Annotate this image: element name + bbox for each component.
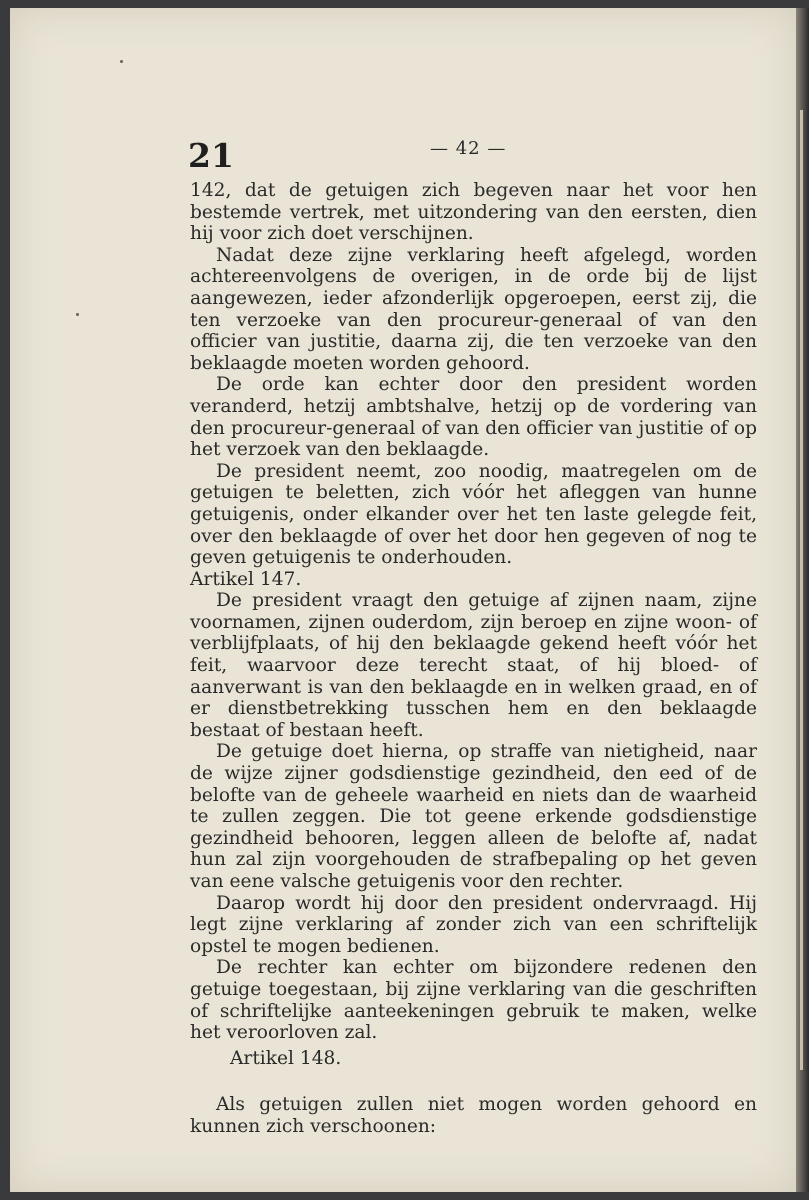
paragraph: De rechter kan echter om bijzondere redenen den getuige toegestaan, bij zijne verklaring van die geschriften of schriftelijke aanteekeningen gebruik te maken, welke het veroorloven zal. bbox=[190, 957, 757, 1044]
body-text bbox=[190, 180, 757, 1138]
paragraph: Nadat deze zijne verklaring heeft afgelegd, worden achtereenvolgens de overigen, in de orde bij de lijst aangewezen, ieder afzonderlijk opgeroepen, eerst zij, die ten verzoeke van den procureur-generaal of van den officier van justitie, daarna zij, die ten verzoeke van den beklaagde moeten worden gehoord. bbox=[190, 244, 757, 374]
paragraph: 142, dat de getuigen zich begeven naar het voor hen bestemde vertrek, met uitzondering van den eersten, dien hij voor zich doet verschijnen. bbox=[190, 180, 757, 245]
paragraph: De president vraagt den getuige af zijnen naam, zijne voornamen, zijnen ouderdom, zijn beroep en zijne woon- of verblijfplaats, of hij den beklaagde gekend heeft vóór het feit, waarvoor deze terecht staat, of hij bloed- of aanverwant is van den beklaagde en in welken graad, en of er dienstbetrekking tusschen hem en den beklaagde bestaat of bestaan heeft. bbox=[190, 590, 757, 741]
running-head: — 42 — bbox=[430, 138, 507, 159]
paragraph: De orde kan echter door den president worden veranderd, hetzij ambtshalve, hetzij op de vordering van den procureur-generaal of van den officier van justitie of op het verzoek van den beklaagde. bbox=[190, 374, 757, 461]
page-number: 21 bbox=[188, 136, 234, 175]
paragraph: Als getuigen zullen niet mogen worden gehoord en kunnen zich verschoonen: bbox=[190, 1094, 757, 1137]
paragraph: Daarop wordt hij door den president ondervraagd. Hij legt zijne verklaring af zonder zich van een schriftelijk opstel te mogen bedienen. bbox=[190, 892, 757, 957]
paper-speck bbox=[120, 60, 123, 63]
article-heading: Artikel 148. bbox=[230, 1047, 342, 1069]
paragraph: De president neemt, zoo noodig, maatregelen om de getuigen te beletten, zich vóór het afleggen van hunne getuigenis, onder elkander over het ten laste gelegde feit, over den beklaagde of over het door hen gegeven of nog te geven getuigenis te onderhouden. bbox=[190, 460, 757, 569]
article-heading: Artikel 147. bbox=[190, 568, 302, 590]
paragraph: De getuige doet hierna, op straffe van nietigheid, naar de wijze zijner godsdienstige gezindheid, den eed of de belofte van de geheele waarheid en niets dan de waarheid te zullen zeggen. Die tot geene erkende godsdienstige gezindheid behooren, leggen alleen de belofte af, nadat hun zal zijn voorgehouden de strafbepaling op het geven van eene valsche getuigenis voor den rechter. bbox=[190, 741, 757, 892]
next-sheet-edge bbox=[800, 110, 803, 1070]
paper-speck bbox=[76, 313, 79, 316]
